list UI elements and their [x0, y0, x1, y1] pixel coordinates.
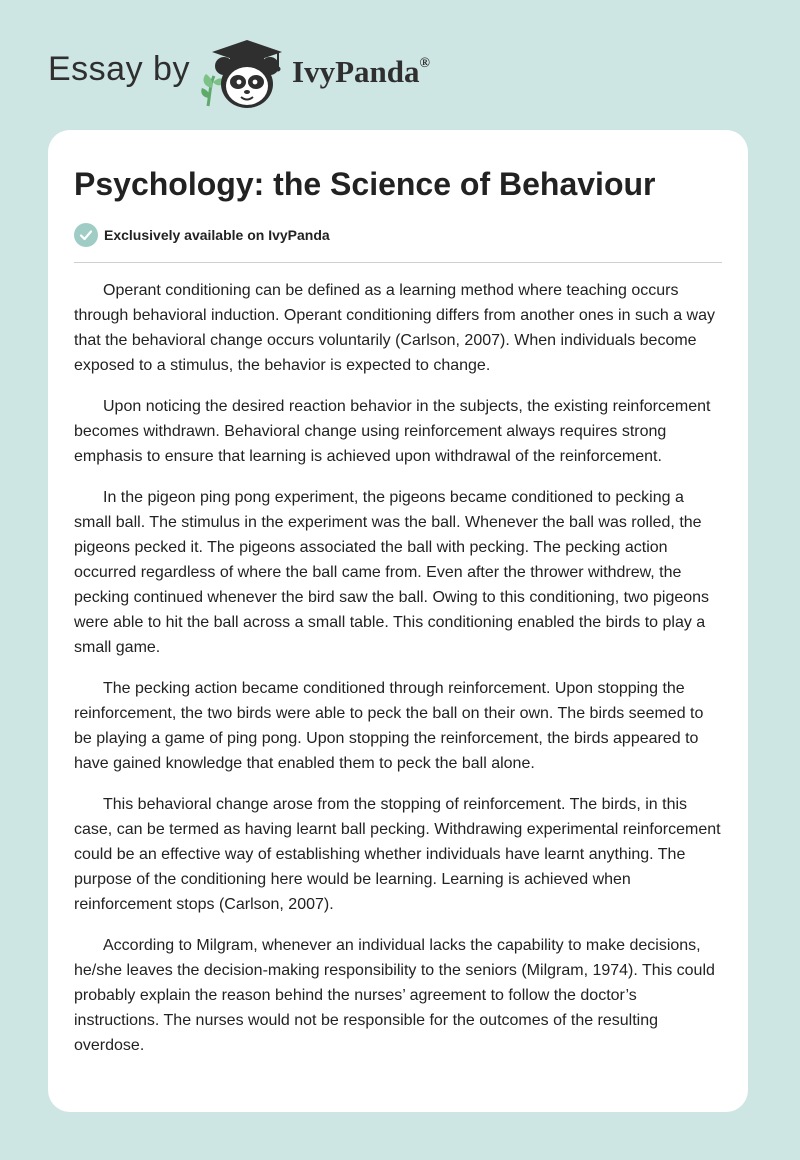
paragraph: The pecking action became conditioned through reinforcement. Upon stopping the reinforcement, the two birds were able to peck the ball on their own. The birds seemed to be playing a game of ping pong. Upon stopping the reinforcement, the birds appeared to have gained knowledge that enabled them to peck the ball alone. — [74, 680, 704, 772]
essay-body — [74, 278, 724, 1074]
paragraph: Operant conditioning can be defined as a learning method where teaching occurs through behavioral induction. Operant conditioning differs from another ones in such a way that the behavioral change occurs voluntarily (Carlson, 2007). When individuals become exposed to a stimulus, the behavior is expected to change. — [74, 282, 715, 374]
brand-name: IvyPanda® — [292, 54, 430, 89]
divider — [74, 262, 722, 263]
essay-card — [48, 130, 748, 1112]
paragraph: In the pigeon ping pong experiment, the pigeons became conditioned to pecking a small ball. The stimulus in the experiment was the ball. Whenever the ball was rolled, the pigeons pecked it. The pigeons associated the ball with pecking. The pecking action occurred regardless of where the ball came from. Even after the thrower withdrew, the pecking continued whenever the bird saw the ball. Owing to this conditioning, two pigeons were able to hit the ball across a small table. This conditioning enabled the birds to play a small game. — [74, 489, 710, 656]
essay-by-label: Essay by — [48, 50, 190, 88]
panda-graduate-icon — [200, 36, 290, 112]
paragraph: Upon noticing the desired reaction behavior in the subjects, the existing reinforcement becomes withdrawn. Behavioral change using reinforcement always requires strong emphasis to ensure that learning is achieved upon withdrawal of the reinforcement. — [74, 398, 711, 465]
paragraph: This behavioral change arose from the stopping of reinforcement. The birds, in this case, can be termed as having learnt ball pecking. Withdrawing experimental reinforcement could be an effective way of establishing whether individuals have learnt anything. The purpose of the conditioning here would be learning. Learning is achieved when reinforcement stops (Carlson, 2007). — [74, 796, 721, 913]
site-header — [48, 36, 508, 112]
page-title: Psychology: the Science of Behaviour — [74, 166, 656, 202]
check-circle-icon — [74, 223, 98, 247]
exclusive-badge — [74, 222, 330, 248]
paragraph: According to Milgram, whenever an individual lacks the capability to make decisions, he/she leaves the decision-making responsibility to the seniors (Milgram, 1974). This could probably explain the reason behind the nurses’ agreement to follow the doctor’s instructions. The nurses would not be responsible for the outcomes of the resulting overdose. — [74, 937, 715, 1054]
badge-label: Exclusively available on IvyPanda — [104, 227, 330, 243]
